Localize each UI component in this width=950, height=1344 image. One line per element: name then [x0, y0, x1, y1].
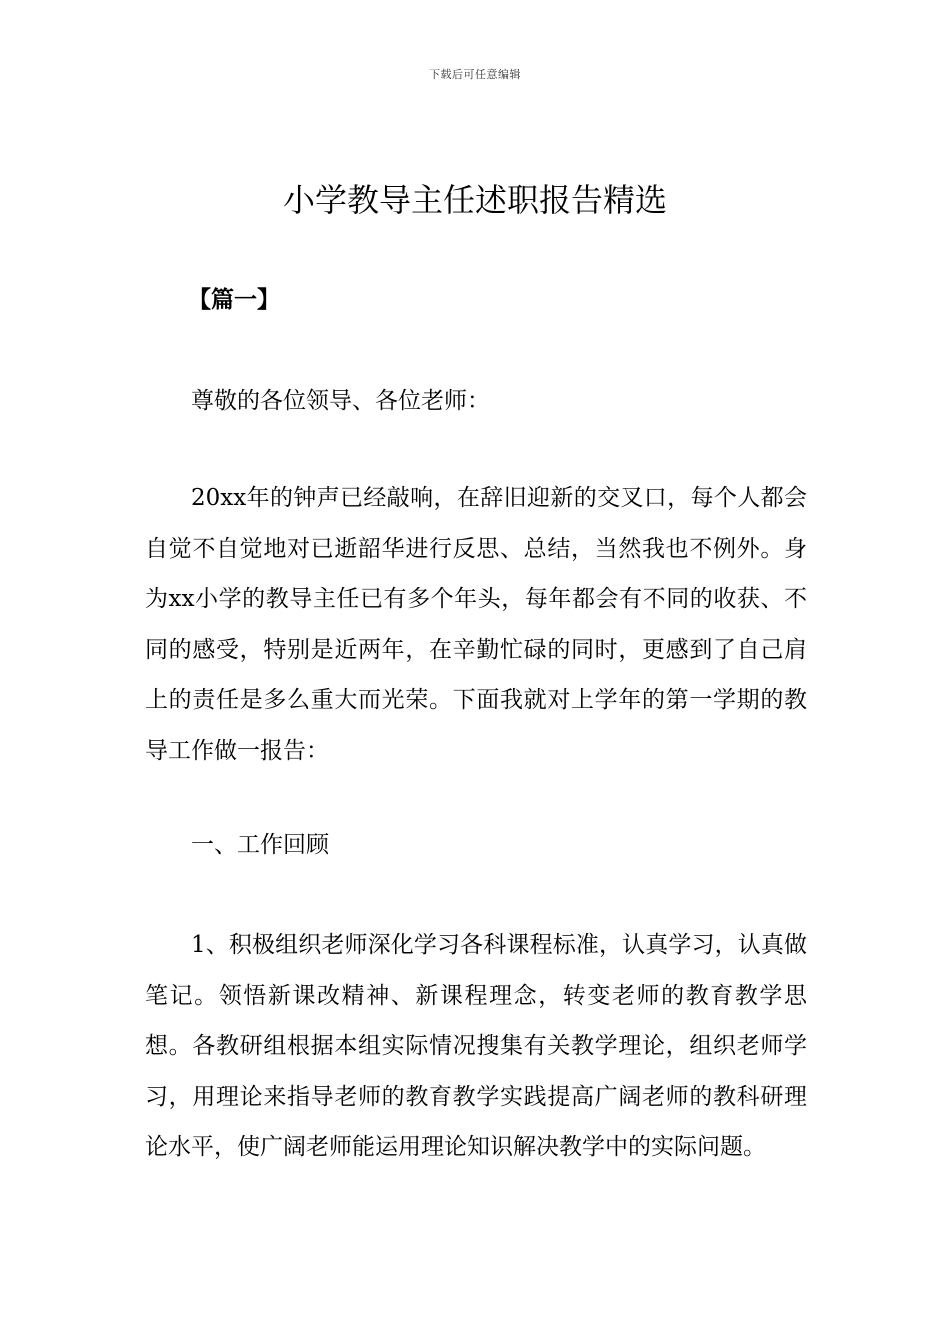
paragraph-intro: 20xx年的钟声已经敲响，在辞旧迎新的交叉口，每个人都会自觉不自觉地对已逝韶华进行反思、总结，当然我也不例外。身为xx小学的教导主任已有多个年头，每年都会有不同的收获、不同的感受，特别是近两年，在辛勤忙碌的同时，更感到了自己肩上的责任是多么重大而光荣。下面我就对上学年的第一学期的教导工作做一报告：: [145, 485, 807, 764]
section-tag: 【篇一】: [188, 287, 280, 313]
section-heading-work-review: 一、工作回顾: [191, 832, 329, 858]
paragraph-item-1: 1、积极组织老师深化学习各科课程标准，认真学习，认真做笔记。领悟新课改精神、新课程理念，转变老师的教育教学思想。各教研组根据本组实际情况搜集有关教学理论，组织老师学习，用理论来指导老师的教育教学实践提高广阔老师的教科研理论水平，使广阔老师能运用理论知识解决教学中的实际问题。: [145, 932, 807, 1160]
greeting: 尊敬的各位领导、各位老师：: [191, 388, 490, 414]
document-title: 小学教导主任述职报告精选: [282, 181, 667, 219]
header-note: 下载后可任意编辑: [429, 68, 521, 81]
